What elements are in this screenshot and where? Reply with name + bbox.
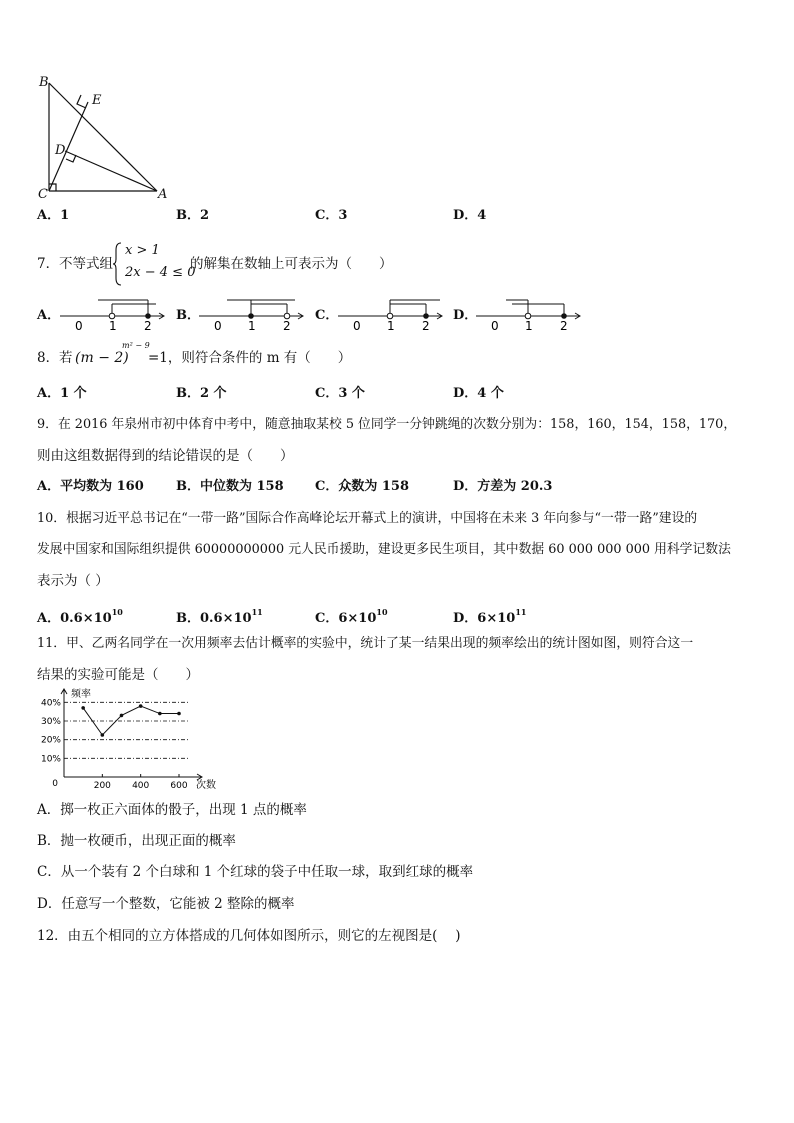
q7-option-c-letter[interactable]: C． [315,308,339,323]
q10-option-d[interactable] [453,603,526,628]
q10-option-b[interactable] [176,603,263,628]
q11-line1: 11．甲、乙两名同学在一次用频率去估计概率的实验中，统计了某一结果出现的频率绘出的统计图如图，则符合这一 [37,636,694,651]
q11-option-c[interactable]: C．从一个装有 2 个白球和 1 个红球的袋子中任取一球，取到红球的概率 [37,864,474,880]
y-tick-label: 20% [40,735,61,746]
x-tick-label: 600 [170,781,188,791]
vertex-label-B: B [39,75,49,90]
q8-exponent: m² − 9 [122,341,150,350]
tick-label-1: 1 [109,319,117,332]
right-angle-E [77,95,86,108]
frequency-chart [30,687,220,797]
y-tick-label: 10% [40,754,61,765]
q8-option-c[interactable]: C．3 个 [315,386,365,401]
q8-base: (m − 2) [75,350,129,366]
data-point [101,733,105,737]
tick-label-0: 0 [75,319,83,332]
tick-label-1: 1 [387,319,395,332]
segment-BA [49,83,157,191]
q10-option-a-exp: 10 [111,607,123,617]
q7-option-c-numberline[interactable] [336,294,446,332]
tick-label-0: 0 [353,319,361,332]
q7-suffix: 的解集在数轴上可表示为（ ） [190,256,393,272]
tick-label-1: 1 [248,319,256,332]
q10-option-d-mantissa: D．6×10 [453,611,516,626]
data-point [81,706,85,710]
q6-option-a[interactable]: A．1 [37,208,70,223]
q8-option-d[interactable]: D．4 个 [453,386,504,401]
tick-label-2: 2 [560,319,568,332]
y-tick-label: 40% [40,698,61,709]
q6-option-c[interactable]: C．3 [315,208,348,223]
data-point [158,712,162,716]
q10-line3: 表示为（ ） [37,573,109,589]
q6-option-d[interactable]: D．4 [453,208,487,223]
q9-line2: 则由这组数据得到的结论错误的是（ ） [37,448,294,464]
q9-option-b[interactable]: B．中位数为 158 [176,479,284,494]
x-tick-label: 200 [93,781,111,791]
origin-label: 0 [52,779,58,789]
x-axis-label: 次数 [196,780,216,791]
data-point [177,712,181,716]
q10-option-a-mantissa: A．0.6×10 [37,611,112,626]
q7-system-line1: x > 1 [125,243,160,258]
q7-prefix: 不等式组 [59,256,113,272]
q7-option-d-letter[interactable]: D． [453,308,478,323]
q10-option-d-exp: 11 [515,607,527,617]
y-axis-label: 频率 [71,689,91,700]
q7-system-line2: 2x − 4 ≤ 0 [125,265,196,280]
data-point [120,714,124,718]
q10-option-b-exp: 11 [251,607,263,617]
q8-option-a[interactable]: A．1 个 [37,386,87,401]
q7-option-d-numberline[interactable] [474,294,584,332]
q9-option-d[interactable]: D．方差为 20.3 [453,479,553,494]
q10-option-c-exp: 10 [376,607,388,617]
vertex-label-E: E [92,93,102,108]
q10-line2: 发展中国家和国际组织提供 60000000000 元人民币援助，建设更多民生项目，其中数据 60 000 000 000 用科学记数法 [37,542,731,557]
vertex-label-D: D [55,143,66,158]
right-angle-D [66,155,76,162]
q8-suffix: =1，则符合条件的 m 有（ ） [148,350,352,366]
vertex-label-C: C [38,187,48,202]
tick-label-2: 2 [422,319,430,332]
q9-line1: 9．在 2016 年泉州市初中体育中考中，随意抽取某校 5 位同学一分钟跳绳的次数分别为：158，160，154，158，170， [37,417,737,432]
q10-line1: 10．根据习近平总书记在“一带一路”国际合作高峰论坛开幕式上的演讲，中国将在未来 3 年向参与“一带一路”建设的 [37,511,698,526]
q8-option-b[interactable]: B．2 个 [176,386,227,401]
tick-label-0: 0 [214,319,222,332]
y-tick-label: 30% [40,717,61,727]
q8-prefix: 若 [59,350,73,366]
q11-option-a[interactable]: A．掷一枚正六面体的骰子，出现 1 点的概率 [37,802,307,818]
brace-icon [113,242,123,286]
series-line [83,706,179,735]
q7-option-a-letter[interactable]: A． [37,308,61,323]
tick-label-2: 2 [283,319,291,332]
q11-line2: 结果的实验可能是（ ） [37,667,199,683]
q11-option-b[interactable]: B．抛一枚硬币，出现正面的概率 [37,833,236,849]
tick-label-1: 1 [525,319,533,332]
q10-option-c-mantissa: C．6×10 [315,611,377,626]
q9-option-c[interactable]: C．众数为 158 [315,479,410,494]
segment-DA [65,151,157,191]
triangle-figure [30,70,180,202]
tick-label-2: 2 [144,319,152,332]
x-tick-label: 400 [132,781,150,791]
q7-option-a-numberline[interactable] [58,294,168,332]
vertex-label-A: A [158,187,168,202]
q11-option-d[interactable]: D．任意写一个整数，它能被 2 整除的概率 [37,896,295,912]
q7-option-b-numberline[interactable] [197,294,307,332]
q7-option-b-letter[interactable]: B． [176,308,200,323]
q7-number: 7． [37,256,60,272]
q8-number: 8． [37,350,60,366]
data-point [139,704,143,708]
q10-option-a[interactable] [37,603,123,628]
q10-option-b-mantissa: B．0.6×10 [176,611,252,626]
q10-option-c[interactable] [315,603,388,628]
q9-option-a[interactable]: A．平均数为 160 [37,479,144,494]
q6-option-b[interactable]: B．2 [176,208,210,223]
q12-text: 12．由五个相同的立方体搭成的几何体如图所示，则它的左视图是( ) [37,928,461,944]
tick-label-0: 0 [491,319,499,332]
